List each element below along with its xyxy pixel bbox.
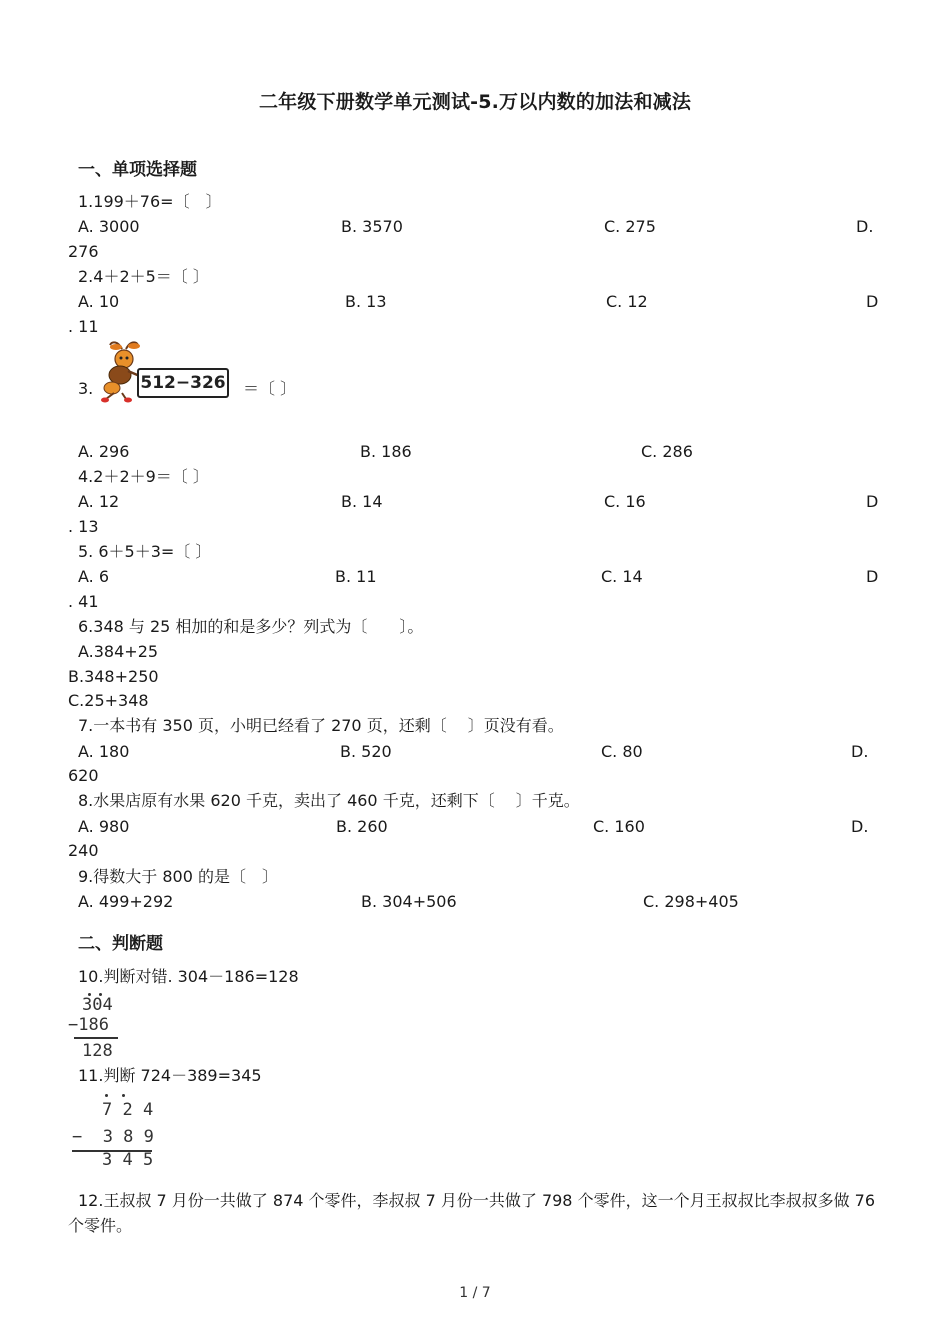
option-b: B. 304+506 (361, 892, 457, 911)
question-8-options (0, 817, 950, 837)
option-d-wrap: . 13 (68, 517, 99, 536)
option-c: C. 160 (593, 817, 645, 836)
minuend: 304 (82, 995, 113, 1015)
question-7-stem: 7.一本书有 350 页，小明已经看了 270 页，还剩〔 〕页没有看。 (78, 716, 564, 735)
option-b: B. 186 (360, 442, 412, 461)
question-9-stem: 9.得数大于 800 的是〔 〕 (78, 867, 278, 886)
question-9-options (0, 892, 950, 912)
option-c: C.25+348 (68, 691, 149, 710)
option-d-wrap: 240 (68, 841, 99, 860)
borrow-dot (122, 1094, 125, 1097)
option-a: A.384+25 (78, 642, 159, 661)
question-2-stem: 2.4＋2＋5＝〔 〕 (78, 267, 209, 286)
option-b: B. 260 (336, 817, 388, 836)
option-c: C. 16 (604, 492, 646, 511)
option-a: A. 3000 (78, 217, 140, 236)
result: 3 4 5 (102, 1150, 154, 1170)
option-a: A. 10 (78, 292, 120, 311)
option-d-wrap: 620 (68, 766, 99, 785)
result: 128 (82, 1041, 113, 1061)
question-1-options (0, 217, 950, 237)
borrow-dot (105, 1094, 108, 1097)
option-d: D. (856, 217, 874, 236)
option-b: B.348+250 (68, 667, 159, 686)
option-a: A. 180 (78, 742, 130, 761)
option-d-wrap: . 41 (68, 592, 99, 611)
option-d: D. (851, 817, 869, 836)
question-3-number: 3. (78, 379, 94, 398)
option-d: D. (851, 742, 869, 761)
option-c: C. 275 (604, 217, 656, 236)
option-c: C. 80 (601, 742, 643, 761)
option-b: B. 13 (345, 292, 387, 311)
option-c: C. 14 (601, 567, 643, 586)
option-a: A. 499+292 (78, 892, 174, 911)
option-b: B. 14 (341, 492, 383, 511)
question-10-stem: 10.判断对错. 304－186=128 (78, 967, 299, 986)
option-c: C. 12 (606, 292, 648, 311)
vertical-subtraction-11 (68, 1090, 158, 1170)
option-b: B. 520 (340, 742, 392, 761)
subtrahend: − 3 8 9 (72, 1127, 154, 1147)
page-title: 二年级下册数学单元测试-5.万以内数的加法和减法 (258, 91, 692, 113)
minuend: 7 2 4 (102, 1100, 154, 1120)
question-4-options (0, 492, 950, 512)
question-1-stem: 1.199＋76=〔 〕 (78, 192, 222, 211)
option-d-wrap: 276 (68, 242, 99, 261)
question-8-stem: 8.水果店原有水果 620 千克，卖出了 460 千克，还剩下〔 〕千克。 (78, 791, 580, 810)
question-12-stem-line2: 个零件。 (68, 1216, 133, 1235)
vertical-subtraction-10 (68, 990, 128, 1062)
question-11-stem: 11.判断 724－389=345 (78, 1066, 262, 1085)
section-heading-judgement: 二、判断题 (78, 934, 163, 954)
section-heading-choice: 一、单项选择题 (78, 160, 197, 180)
question-7-options (0, 742, 950, 762)
option-d: D (866, 492, 879, 511)
option-c: C. 286 (641, 442, 693, 461)
option-d: D (866, 567, 879, 586)
subtrahend: −186 (68, 1015, 109, 1035)
option-a: A. 12 (78, 492, 120, 511)
sum-line (74, 1037, 118, 1039)
option-c: C. 298+405 (643, 892, 739, 911)
question-3-tail: ＝〔 〕 (243, 379, 297, 398)
question-3-options (0, 442, 950, 462)
question-5-stem: 5. 6＋5＋3=〔 〕 (78, 542, 212, 561)
expression-board: 512−326 (137, 368, 229, 398)
page-number: 1 / 7 (459, 1285, 491, 1301)
option-b: B. 3570 (341, 217, 403, 236)
option-d: D (866, 292, 879, 311)
option-d-wrap: . 11 (68, 317, 99, 336)
option-a: A. 296 (78, 442, 130, 461)
option-b: B. 11 (335, 567, 377, 586)
option-a: A. 6 (78, 567, 110, 586)
question-4-stem: 4.2＋2＋9＝〔 〕 (78, 467, 209, 486)
question-12-stem-line1: 12.王叔叔 7 月份一共做了 874 个零件，李叔叔 7 月份一共做了 798 个零件，这一个月王叔叔比李叔叔多做 76 (78, 1191, 876, 1210)
question-5-options (0, 567, 950, 587)
question-2-options (0, 292, 950, 312)
option-a: A. 980 (78, 817, 130, 836)
question-6-stem: 6.348 与 25 相加的和是多少？列式为〔 〕。 (78, 617, 424, 636)
